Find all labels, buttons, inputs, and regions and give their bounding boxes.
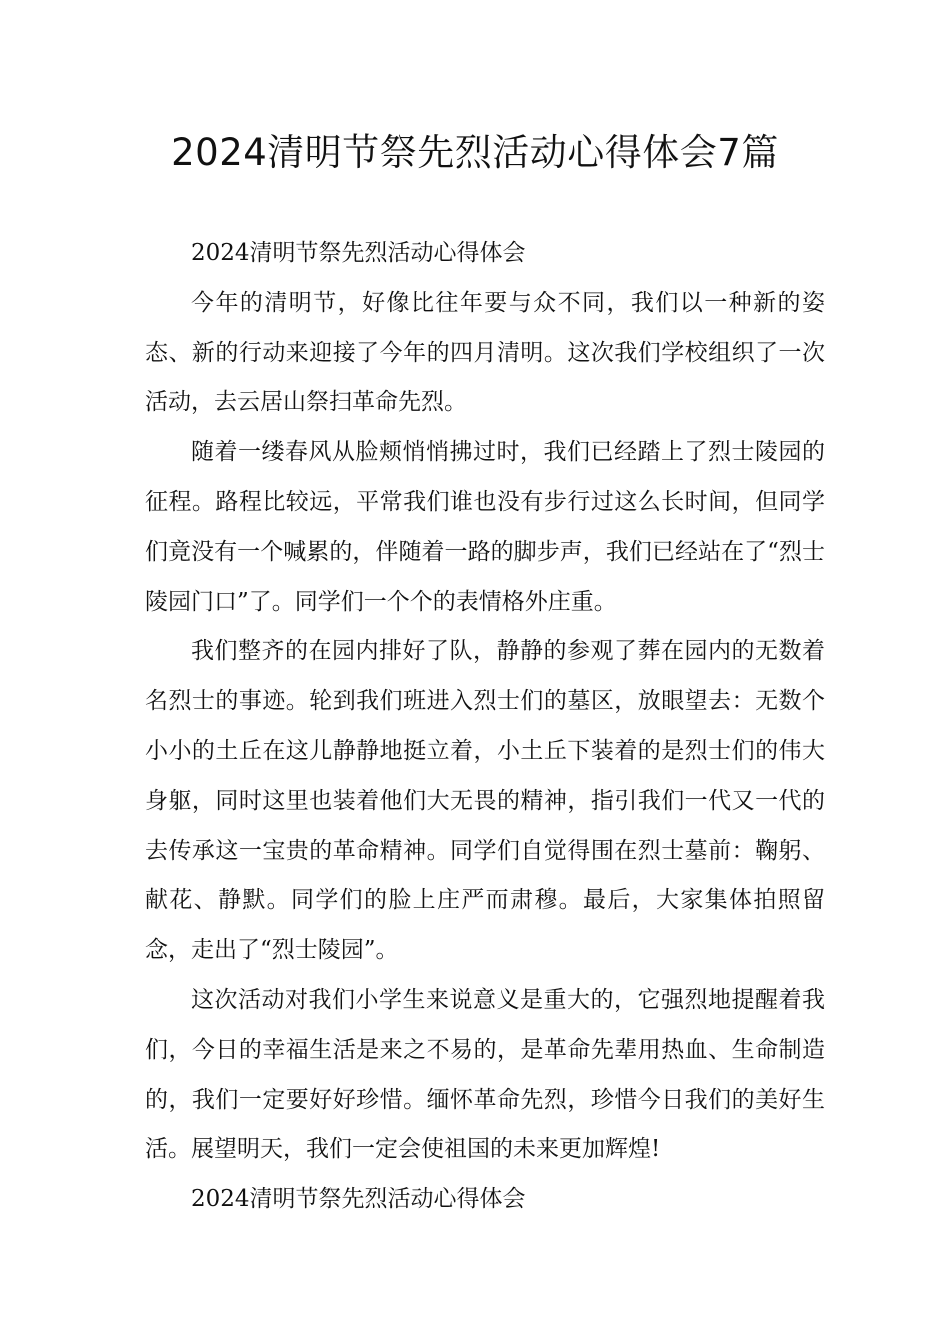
document-body	[145, 229, 825, 1225]
body-paragraph: 我们整齐的在园内排好了队，静静的参观了葬在园内的无数着名烈士的事迹。轮到我们班进入烈士们的墓区，放眼望去：无数个小小的土丘在这儿静静地挺立着，小土丘下装着的是烈士们的伟大身躯，同时这里也装着他们大无畏的精神，指引我们一代又一代的去传承这一宝贵的革命精神。同学们自觉得围在烈士墓前：鞠躬、献花、静默。同学们的脸上庄严而肃穆。最后，大家集体拍照留念，走出了“烈士陵园”。	[145, 638, 825, 964]
section-heading: 2024清明节祭先烈活动心得体会	[191, 1186, 526, 1213]
body-paragraph: 这次活动对我们小学生来说意义是重大的，它强烈地提醒着我们，今日的幸福生活是来之不易的，是革命先辈用热血、生命制造的，我们一定要好好珍惜。缅怀革命先烈，珍惜今日我们的美好生活。展望明天，我们一定会使祖国的未来更加辉煌!	[145, 986, 825, 1163]
body-paragraph: 随着一缕春风从脸颊悄悄拂过时，我们已经踏上了烈士陵园的征程。路程比较远，平常我们谁也没有步行过这么长时间，但同学们竟没有一个喊累的，伴随着一路的脚步声，我们已经站在了“烈士陵园门口”了。同学们一个个的表情格外庄重。	[145, 439, 825, 615]
section-heading: 2024清明节祭先烈活动心得体会	[191, 240, 526, 266]
document-title: 2024清明节祭先烈活动心得体会7篇	[171, 131, 779, 174]
body-paragraph: 今年的清明节，好像比往年要与众不同，我们以一种新的姿态、新的行动来迎接了今年的四月清明。这次我们学校组织了一次活动，去云居山祭扫革命先烈。	[145, 289, 825, 416]
